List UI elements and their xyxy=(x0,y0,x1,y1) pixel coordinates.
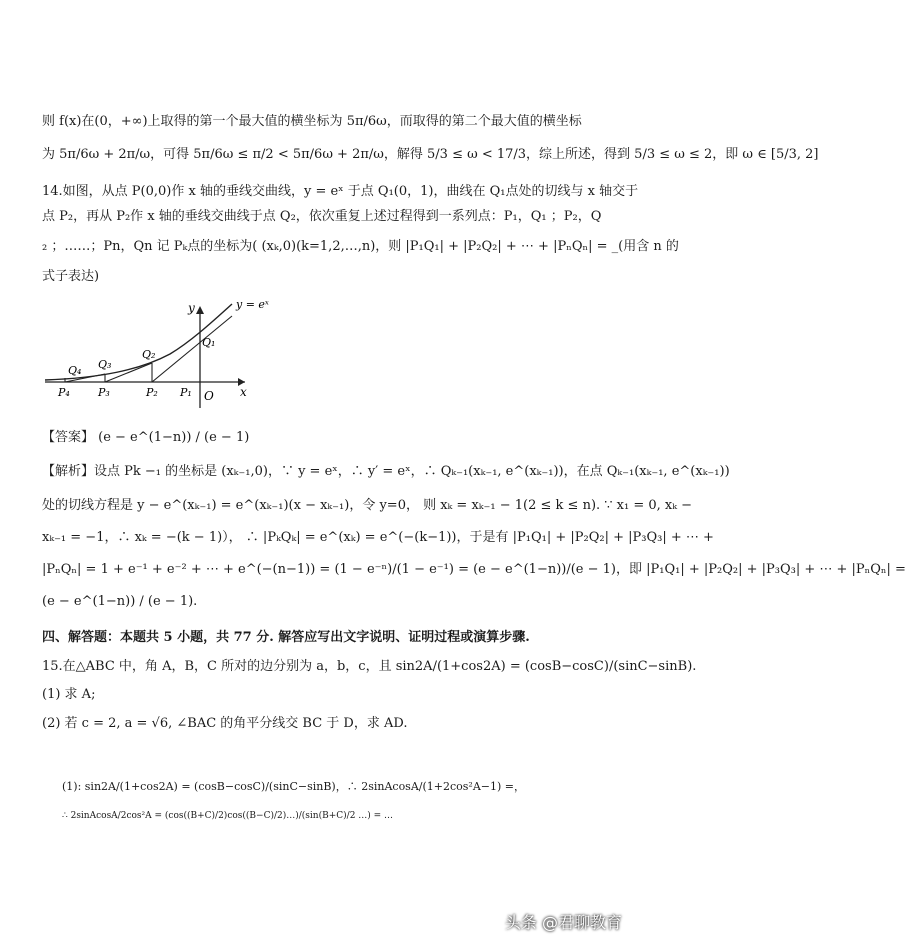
tangent-line-1 xyxy=(152,316,232,382)
watermark: 头条 @君聊教育 xyxy=(504,913,622,932)
analysis-line-3: xₖ₋₁ = −1，∴ xₖ = −(k − 1)）， ∴ |PₖQₖ| = e^(xₖ) = e^(−(k−1))，于是有 |P₁Q₁| + |P₂Q₂| + |P₃Q₃| + ⋯ + xyxy=(42,530,714,545)
point-q4: Q₄ xyxy=(68,364,82,377)
problem-15-part-2: (2) 若 c = 2, a = √6, ∠BAC 的角平分线交 BC 于 D，求 AD. xyxy=(42,716,408,731)
problem-14-line-3: ₂ ；……；Pn，Qn 记 Pₖ点的坐标为( (xₖ,0)(k=1,2,…,n)，则 |P₁Q₁| + |P₂Q₂| + ⋯ + |PₙQₙ| = _(用含 n 的 xyxy=(42,239,679,254)
origin-label: O xyxy=(204,389,214,403)
problem-14-line-4: 式子表达) xyxy=(42,269,100,284)
problem-14-line-2: 点 P₂，再从 P₂作 x 轴的垂线交曲线于点 Q₂，依次重复上述过程得到一系列点：P₁，Q₁ ；P₂，Q xyxy=(42,209,602,224)
axis-y-label: y xyxy=(188,301,195,315)
solution-line-2: ∴ 2sinAcosA/2cos²A = (cos((B+C)/2)cos((B−C)/2)…)/(sin(B+C)/2 …) = … xyxy=(62,811,394,821)
problem-15-part-1: (1) 求 A; xyxy=(42,687,96,702)
section-heading: 四、解答题：本题共 5 小题，共 77 分. 解答应写出文字说明、证明过程或演算步骤. xyxy=(42,630,530,645)
solution-line-1: (1): sin2A/(1+cos2A) = (cosB−cosC)/(sinC−sinB)，∴ 2sinAcosA/(1+2cos²A−1) =， xyxy=(62,780,525,793)
problem-14-line-1: 14.如图，从点 P(0,0)作 x 轴的垂线交曲线，y = eˣ 于点 Q₁(0，1)，曲线在 Q₁点处的切线与 x 轴交于 xyxy=(42,184,639,199)
text-line-1: 则 f(x)在(0，+∞)上取得的第一个最大值的横坐标为 5π/6ω，而取得的第二个最大值的横坐标 xyxy=(42,114,582,129)
point-p2: P₂ xyxy=(146,386,158,399)
point-q2: Q₂ xyxy=(142,348,156,361)
analysis-line-1: 【解析】设点 Pk −₁ 的坐标是 (xₖ₋₁,0)，∵ y = eˣ，∴ y′ = eˣ，∴ Qₖ₋₁(xₖ₋₁, e^(xₖ₋₁))，在点 Qₖ₋₁(xₖ₋₁, e^(xₖ₋₁)) xyxy=(42,464,730,479)
text-line-2: 为 5π/6ω + 2π/ω，可得 5π/6ω ≤ π/2 < 5π/6ω + 2π/ω，解得 5/3 ≤ ω < 17/3，综上所述，得到 5/3 ≤ ω ≤ 2，即 ω ∈ [5/3, 2] xyxy=(42,147,819,162)
point-q3: Q₃ xyxy=(98,358,112,371)
top-blank-area xyxy=(0,0,640,60)
axis-x-label: x xyxy=(240,385,247,399)
point-q1: Q₁ xyxy=(202,336,216,349)
answer-line: 【答案】 (e − e^(1−n)) / (e − 1) xyxy=(42,430,250,445)
problem-15-statement: 15.在△ABC 中，角 A，B，C 所对的边分别为 a，b，c，且 sin2A/(1+cos2A) = (cosB−cosC)/(sinC−sinB). xyxy=(42,659,697,674)
point-p3: P₃ xyxy=(98,386,110,399)
analysis-line-5: (e − e^(1−n)) / (e − 1). xyxy=(42,594,198,609)
exponential-figure xyxy=(40,296,270,416)
curve-label: y = eˣ xyxy=(236,298,269,311)
point-p1: P₁ xyxy=(180,386,192,399)
analysis-line-4: |PₙQₙ| = 1 + e⁻¹ + e⁻² + ⋯ + e^(−(n−1)) = (1 − e⁻ⁿ)/(1 − e⁻¹) = (e − e^(1−n))/(e − 1)，即 |P₁Q₁| + |P₂Q₂| + |P₃Q₃| + ⋯ + |PₙQₙ| = xyxy=(42,562,906,577)
point-p4: P₄ xyxy=(58,386,70,399)
y-axis-arrow xyxy=(196,306,204,314)
analysis-line-2: 处的切线方程是 y − e^(xₖ₋₁) = e^(xₖ₋₁)(x − xₖ₋₁)，令 y=0， 则 xₖ = xₖ₋₁ − 1(2 ≤ k ≤ n). ∵ x₁ = 0, xₖ − xyxy=(42,498,693,513)
